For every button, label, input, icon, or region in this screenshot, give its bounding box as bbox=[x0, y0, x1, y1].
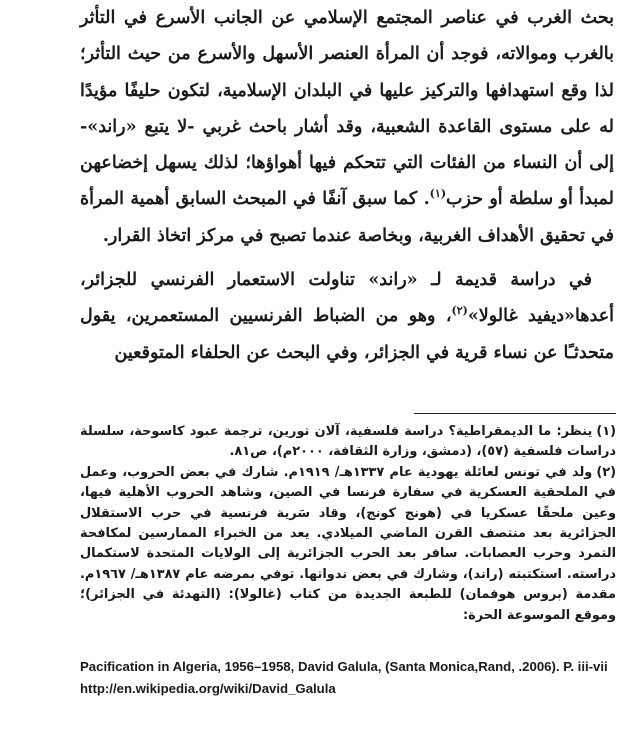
footnote-2 bbox=[80, 463, 616, 626]
footnote-number: (١) bbox=[596, 424, 616, 439]
paragraph-2: في دراسة قديمة لـ «راند» تناولت الاستعمار الفرنسي للجزائر، أعدها«ديفيد غالولا»$^{(٢)}$، وهو من الضباط الفرنسيين المستعمرين، يقول متحدثـًا عن نساء قرية في الجزائر، وفي البحث عن الحلفاء المتوقعين bbox=[80, 270, 614, 363]
footnote-separator bbox=[414, 413, 616, 414]
reference-citation: Pacification in Algeria, 1956–1958, David Galula, (Santa Monica,Rand, .2006). P. iii-vii bbox=[80, 659, 608, 674]
footnote-1 bbox=[80, 422, 616, 463]
footnote-text: ينظر: ما الديمقراطية؟ دراسة فلسفية، آلان تورين، ترجمة عبود كاسوحة، سلسلة دراسات فلسفية (٥٧)، (دمشق، وزارة الثقافة، ٢٠٠٠م)، ص٨١. bbox=[80, 424, 616, 460]
footnote-ref-1[interactable]: (١) bbox=[429, 187, 447, 201]
latin-references bbox=[80, 656, 616, 700]
footnote-text: ولد في تونس لعائلة يهودية عام ١٣٣٧هـ/ ١٩١٩م. شارك في بعض الحروب، وعمل في الملحقية العسكرية في سفارة فرنسا في الصين، وشاهد الحروب الأهلية فيها، وعين ملحقًا عسكريا في (هونج كونج)، وقاد سَرية فرنسية في حرب الاستقلال الجزائرية بعد منتصف القرن الماضي الميلادي. يعد من الخبراء الممارسين لمكافحة التمرد وحرب العصابات. سافر بعد الحرب الجزائرية إلى الولايات المتحدة لاستكمال دراسته. استكتبته (راند)، وشارك في بعض ندواتها. توفي بمرضه عام ١٣٨٧هـ/ ١٩٦٧م. مقدمة (بروس هوفمان) للطبعة الجديدة من كتاب (غالولا): (التهدئة في الجزائر)؛ وموقع الموسوعة الحرة: bbox=[80, 464, 616, 623]
body-text bbox=[80, 0, 614, 371]
footnotes bbox=[80, 422, 616, 626]
reference-url-link[interactable]: http://en.wikipedia.org/wiki/David_Galula bbox=[80, 681, 336, 696]
footnote-number: (٢) bbox=[596, 464, 617, 480]
paragraph-1: بحث الغرب في عناصر المجتمع الإسلامي عن الجانب الأسرع في التأثر بالغرب وموالاته، فوجد أن المرأة العنصر الأسهل والأسرع من حيث التأثر؛ لذا وقع استهدافها والتركيز عليها في البلدان الإسلامية، لتكون حليفًا مؤيدًا له على مستوى القاعدة الشعبية، وقد أشار باحث غربي -لا يتبع «راند»- إلى أن النساء من الفئات التي تتحكم فيها أهواؤها؛ لذلك يسهل إخضاعهن لمبدأ أو سلطة أو حزب$^{(١)}$. كما سبق آنفًا في المبحث السابق أهمية المرأة في تحقيق الأهداف الغربية، وبخاصة عندما تصبح في مركز اتخاذ القرار. bbox=[80, 8, 614, 246]
footnote-ref-2[interactable]: (٢) bbox=[451, 304, 468, 318]
